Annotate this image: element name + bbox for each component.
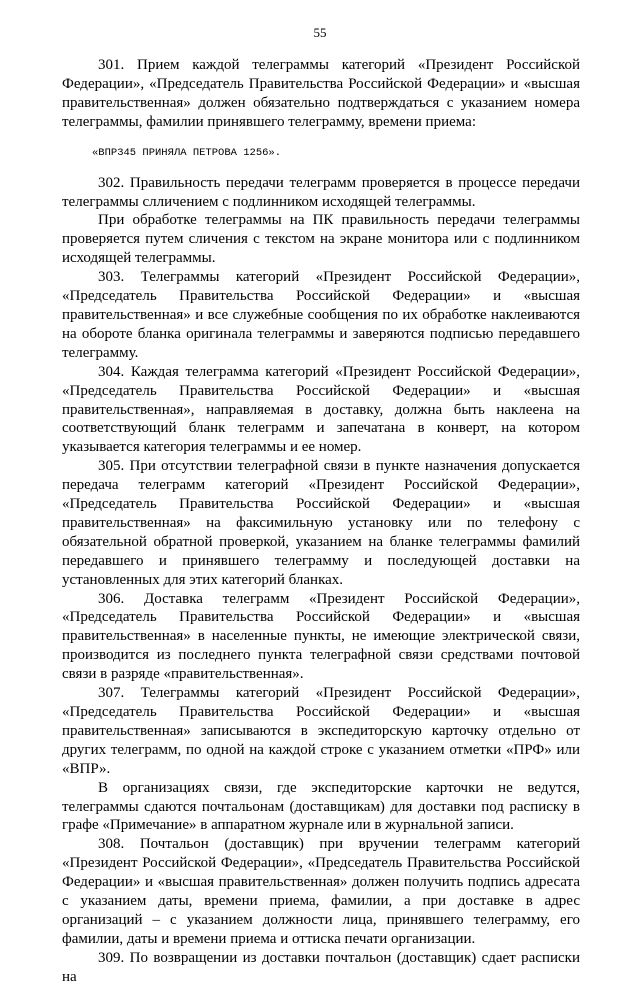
paragraph-303: 303. Телеграммы категорий «Президент Российской Федерации», «Председатель Правительства Российской Федерации» и «высшая правительственная» и все служебные сообщения по их обработке наклеиваются на обороте бланка оригинала телеграммы и заверяются подписью передавшего телеграмму. bbox=[62, 269, 580, 361]
page-number: 55 bbox=[313, 25, 327, 40]
paragraph-306: 306. Доставка телеграмм «Президент Российской Федерации», «Председатель Правительства Российской Федерации» и «высшая правительственная» в населенные пункты, не имеющие электрической связи, производится из последнего пункта телеграфной связи средствами почтовой связи в разряде «правительственная». bbox=[62, 590, 580, 683]
paragraph-307: 307. Телеграммы категорий «Президент Российской Федерации», «Председатель Правительства Российской Федерации» и «высшая правительственная» записываются в экспедиторскую карточку отдельно от других телеграмм, по одной на каждой строке с указанием отметки «ПРФ» или «ВПР». bbox=[62, 685, 580, 777]
paragraph-305: 305. При отсутствии телеграфной связи в пункте назначения допускается передача телеграмм категорий «Президент Российской Федерации», «Председатель Правительства Российской Федерации» и «высшая правительственная» на факсимильную установку или по телефону с обязательной обратной проверкой, указанием на бланке телеграммы фамилий передавшего и принявшего телеграмму и последующей доставки на установленных для этих категорий бланках. bbox=[62, 458, 580, 588]
paragraph-309: 309. По возвращении из доставки почтальон (доставщик) сдает расписки на bbox=[62, 949, 580, 985]
telegram-acknowledgement-example: «ВПР345 ПРИНЯЛА ПЕТРОВА 1256». bbox=[92, 146, 282, 159]
document-body bbox=[62, 56, 580, 987]
paragraph-302-pc-check: При обработке телеграммы на ПК правильность передачи телеграммы проверяется путем сличения с текстом на экране монитора или с подлинником исходящей телеграммы. bbox=[62, 212, 580, 267]
paragraph-301: 301. Прием каждой телеграммы категорий «Президент Российской Федерации», «Председатель Правительства Российской Федерации» и «высшая правительственная» должен обязательно подтверждаться с указанием номера телеграммы, фамилии принявшего телеграмму, времени приема: bbox=[62, 57, 580, 130]
paragraph-302: 302. Правильность передачи телеграмм проверяется в процессе передачи телеграммы слличением с подлинником исходящей телеграммы. bbox=[62, 174, 580, 210]
paragraph-304: 304. Каждая телеграмма категорий «Президент Российской Федерации», «Председатель Правительства Российской Федерации» и «высшая правительственная», направляемая в доставку, должна быть наклеена на соответствующий бланк телеграмм и запечатана в конверт, на котором указывается категория телеграммы и ее номер. bbox=[62, 363, 580, 456]
paragraph-308: 308. Почтальон (доставщик) при вручении телеграмм категорий «Президент Российской Федерации», «Председатель Правительства Российской Федерации» и «высшая правительственная» должен получить подпись адресата с указанием даты, времени приема, фамилии, а при доставке в адрес организаций – с указанием должности лица, принявшего телеграмму, его фамилии, даты и времени приема и оттиска печати организации. bbox=[62, 836, 580, 947]
paragraph-307-organizations: В организациях связи, где экспедиторские карточки не ведутся, телеграммы сдаются почтальонам (доставщикам) для доставки под расписку в графе «Примечание» в аппаратном журнале или в журнальной записи. bbox=[62, 779, 580, 834]
